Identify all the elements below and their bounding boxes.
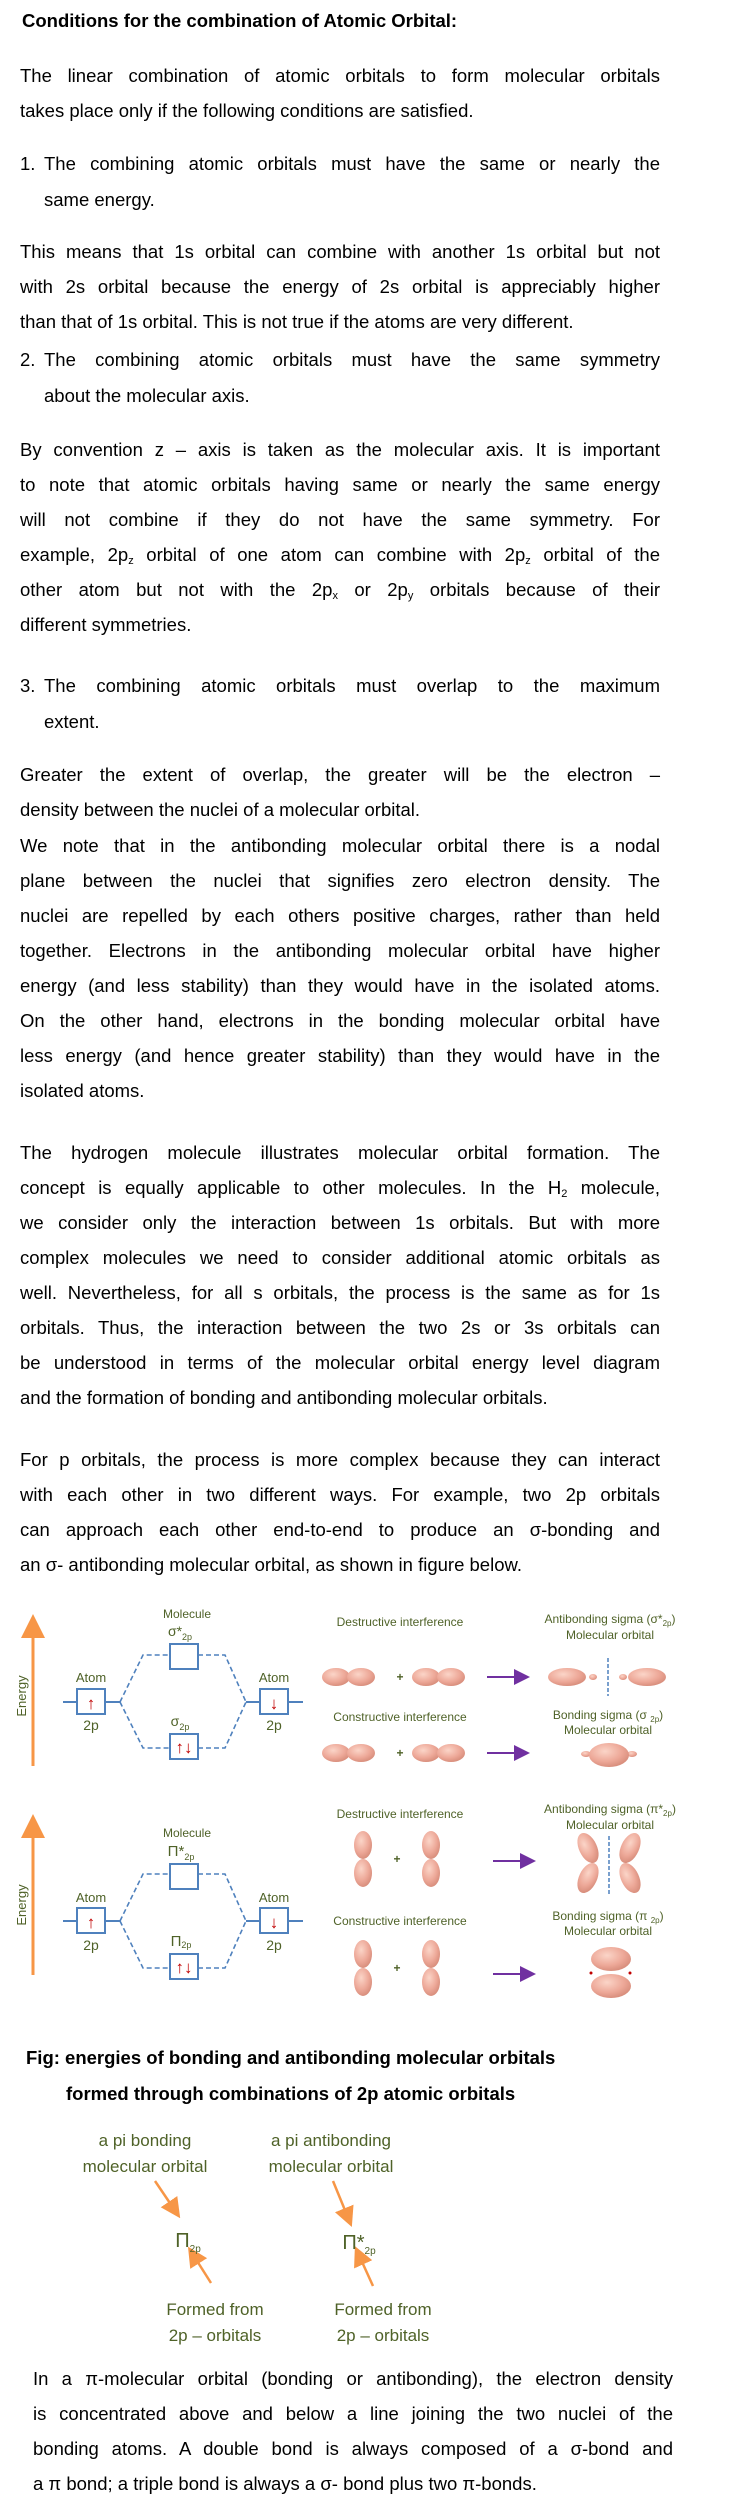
text-line: By convention z – axis is taken as the molecular axis. It is important — [20, 439, 660, 460]
pi-2p-symbol — [168, 2228, 208, 2263]
text-run: concept is equally applicable to other molecules. In the H — [20, 1177, 562, 1198]
text-line: an σ- antibonding molecular orbital, as shown in figure below. — [20, 1554, 522, 1575]
subscript: y — [407, 590, 414, 602]
symbol: Π — [175, 2230, 190, 2252]
atom-right-label: Atom — [258, 1670, 290, 1685]
text-line: well. Nevertheless, for all s orbitals, the process is the same as for 1s — [20, 1282, 660, 1303]
text-line: will not combine if they do not have the same symmetry. For — [20, 509, 660, 530]
text-line: bonding atoms. A double bond is always composed of a σ-bond and — [33, 2438, 673, 2459]
text-line: extent. — [44, 711, 100, 732]
sigma-antibonding-orbital — [548, 1658, 666, 1696]
up-electron-arrow: ↑ — [86, 1913, 96, 1932]
text-line: plane between the nuclei that signifies zero electron density. The — [20, 870, 660, 891]
mo-diagram-svg — [0, 1590, 731, 2030]
subscript: z — [525, 555, 531, 567]
text-line: The combining atomic orbitals must have the same symmetry — [44, 349, 660, 370]
molecule-label: Molecule — [162, 1607, 212, 1621]
energy-label: Energy — [14, 1884, 29, 1926]
paragraph-hydrogen — [20, 1135, 660, 1415]
text-run: molecule, — [567, 1177, 660, 1198]
antibonding-sigma-label: Antibonding sigma $(\sigma*_{2p})$ — [544, 1612, 676, 1628]
intro-paragraph — [20, 58, 660, 128]
text-line: Greater the extent of overlap, the greater will be the electron – — [20, 764, 660, 785]
text-run: other atom but not with the 2p — [20, 579, 333, 600]
text-line: together. Electrons in the antibonding molecular orbital have higher — [20, 940, 660, 961]
nucleus-dot — [629, 1972, 632, 1975]
label-line: a pi antibonding — [270, 2131, 392, 2150]
sigma-star-symbol: $\sigma*_{2p}$ — [167, 1623, 193, 1642]
text-run: orbital of the — [530, 544, 660, 565]
text-line: can approach each other end-to-end to produce an σ-bonding and — [20, 1519, 660, 1540]
pi-bonding-label — [82, 2128, 208, 2180]
text-line: isolated atoms. — [20, 1080, 145, 1101]
pi-star-box — [170, 1864, 198, 1889]
subscript: x — [332, 590, 338, 602]
text-line: than that of 1s orbital. This is not true if the atoms are very different. — [20, 311, 574, 332]
list-number: 2. — [20, 349, 36, 370]
sigma-constructive-orbitals — [322, 1744, 465, 1762]
text-line: This means that 1s orbital can combine with another 1s orbital but not — [20, 241, 660, 262]
text-line — [20, 537, 660, 572]
text-line — [20, 1170, 660, 1205]
destructive-label: Destructive interference — [336, 1615, 464, 1629]
text-line: In a π-molecular orbital (bonding or antibonding), the electron density — [33, 2368, 673, 2389]
text-run: orbitals because of their — [413, 579, 661, 600]
atom-right-label: Atom — [258, 1890, 290, 1905]
energy-label: Energy — [14, 1675, 29, 1717]
text-line: The hydrogen molecule illustrates molecular orbital formation. The — [20, 1142, 660, 1163]
paragraph-energy — [20, 234, 660, 339]
text-run: example, 2p — [20, 544, 129, 565]
atom-left-orbital: 2p — [83, 1937, 99, 1953]
pi-star-symbol: $\Pi*_{2p}$ — [167, 1843, 195, 1862]
caption-line: Fig: energies of bonding and antibonding molecular orbitals — [26, 2047, 556, 2068]
molecular-orbital-label: Molecular orbital — [565, 1818, 655, 1832]
list-number: 1. — [20, 153, 36, 174]
sigma-bonding-orbital — [581, 1743, 637, 1767]
text-line: with each other in two different ways. For example, two 2p orbitals — [20, 1484, 660, 1505]
label-line: molecular orbital — [268, 2157, 394, 2176]
paragraph-overlap — [20, 757, 660, 827]
caption-line: formed through combinations of 2p atomic orbitals — [66, 2083, 516, 2104]
down-electron-arrow: ↓ — [269, 1694, 279, 1713]
text-line: is concentrated above and below a line joining the two nuclei of the — [33, 2403, 673, 2424]
text-line: The linear combination of atomic orbitals to form molecular orbitals — [20, 65, 660, 86]
plus-sign: + — [393, 1852, 401, 1866]
molecular-orbital-label: Molecular orbital — [563, 1924, 653, 1938]
nucleus-dot — [590, 1972, 593, 1975]
mo-energy-figure — [0, 1590, 731, 2030]
text-line: density between the nuclei of a molecular orbital. — [20, 799, 421, 820]
text-line: same energy. — [44, 189, 155, 210]
paragraph-pi-orbital — [33, 2361, 673, 2501]
text-line: The combining atomic orbitals must have the same or nearly the — [44, 153, 660, 174]
text-line: On the other hand, electrons in the bonding molecular orbital have — [20, 1010, 660, 1031]
atom-left-label: Atom — [75, 1670, 107, 1685]
molecular-orbital-label: Molecular orbital — [565, 1628, 655, 1642]
condition-2 — [20, 342, 660, 414]
text-line: nuclei are repelled by each others positive charges, rather than held — [20, 905, 660, 926]
plus-sign: + — [393, 1961, 401, 1975]
orange-arrow-down — [333, 2181, 349, 2220]
pi-star-2p-symbol — [334, 2230, 384, 2265]
text-line: energy (and less stability) than they would have in the isolated atoms. — [20, 975, 660, 996]
condition-1 — [20, 146, 660, 218]
paired-electrons-arrows: ↑↓ — [175, 1958, 193, 1977]
condition-3 — [20, 668, 660, 740]
list-number: 3. — [20, 675, 36, 696]
text-line: orbitals. Thus, the interaction between the two 2s or 3s orbitals can — [20, 1317, 660, 1338]
text-line: less energy (and hence greater stability) than they would have in the — [20, 1045, 660, 1066]
symbol: Π* — [342, 2232, 365, 2254]
paired-electrons-arrows: ↑↓ — [175, 1738, 193, 1757]
subscript: z — [128, 555, 134, 567]
text-line — [20, 572, 660, 607]
subscript: 2 — [561, 1188, 568, 1200]
plus-sign: + — [396, 1670, 404, 1684]
sigma-star-box — [170, 1644, 198, 1669]
text-line: and the formation of bonding and antibonding molecular orbitals. — [20, 1387, 548, 1408]
label-line: molecular orbital — [82, 2157, 208, 2176]
bonding-pi-label: Bonding sigma (π $_{2p}$) — [552, 1909, 664, 1925]
text-line: to note that atomic orbitals having same or nearly the same energy — [20, 474, 660, 495]
sigma-symbol: $\sigma_{2p}$ — [170, 1713, 190, 1732]
text-line: complex molecules we need to consider additional atomic orbitals as — [20, 1247, 660, 1268]
pi-symbol: Π2p — [170, 1933, 192, 1950]
constructive-label: Constructive interference — [333, 1710, 467, 1724]
subscript: 2p — [364, 2246, 376, 2257]
sigma-destructive-orbitals — [322, 1668, 465, 1686]
paragraph-symmetry — [20, 432, 660, 642]
section-title: Conditions for the combination of Atomic Orbital: — [22, 10, 458, 31]
text-run: or 2p — [337, 579, 408, 600]
plus-sign: + — [396, 1746, 404, 1760]
antibonding-pi-label: Antibonding sigma $(\pi*_{2p})$ — [544, 1802, 676, 1818]
text-line: takes place only if the following conditions are satisfied. — [20, 100, 474, 121]
down-electron-arrow: ↓ — [269, 1913, 279, 1932]
bonding-sigma-label: Bonding sigma (σ $_{2p}$) — [552, 1708, 664, 1724]
destructive-label: Destructive interference — [336, 1807, 464, 1821]
pi-bonding-orbital — [590, 1947, 632, 1998]
label-line: 2p – orbitals — [168, 2326, 262, 2345]
orange-arrow-down — [155, 2181, 176, 2212]
text-line: For p orbitals, the process is more complex because they can interact — [20, 1449, 660, 1470]
label-line: Formed from — [166, 2300, 264, 2319]
text-line: with 2s orbital because the energy of 2s orbital is appreciably higher — [20, 276, 660, 297]
molecular-orbital-label: Molecular orbital — [563, 1723, 653, 1737]
text-line: a π bond; a triple bond is always a σ- bond plus two π-bonds. — [33, 2473, 537, 2494]
figure-caption — [26, 2040, 555, 2112]
sigma-panel — [14, 1607, 676, 1767]
formed-from-label — [320, 2297, 446, 2349]
text-line: We note that in the antibonding molecular orbital there is a nodal — [20, 835, 660, 856]
atom-right-orbital: 2p — [266, 1717, 282, 1733]
atom-left-label: Atom — [75, 1890, 107, 1905]
atom-left-orbital: 2p — [83, 1717, 99, 1733]
text-run: orbital of one atom can combine with 2p — [133, 544, 526, 565]
label-line: 2p – orbitals — [336, 2326, 430, 2345]
pi-panel — [14, 1802, 676, 1998]
label-line: a pi bonding — [98, 2131, 192, 2150]
text-line: we consider only the interaction between 1s orbitals. But with more — [20, 1212, 660, 1233]
paragraph-antibonding — [20, 828, 660, 1108]
up-electron-arrow: ↑ — [86, 1694, 96, 1713]
formed-from-label — [152, 2297, 278, 2349]
label-line: Formed from — [334, 2300, 432, 2319]
text-line: different symmetries. — [20, 614, 192, 635]
text-line: The combining atomic orbitals must overlap to the maximum — [44, 675, 660, 696]
paragraph-p-orbitals — [20, 1442, 660, 1582]
molecule-label: Molecule — [162, 1826, 212, 1840]
atom-right-orbital: 2p — [266, 1937, 282, 1953]
subscript: 2p — [189, 2244, 201, 2255]
pi-antibonding-orbital — [573, 1830, 645, 1897]
constructive-label: Constructive interference — [333, 1914, 467, 1928]
text-line: about the molecular axis. — [44, 385, 250, 406]
pi-antibonding-label — [258, 2128, 404, 2180]
text-line: be understood in terms of the molecular orbital energy level diagram — [20, 1352, 660, 1373]
